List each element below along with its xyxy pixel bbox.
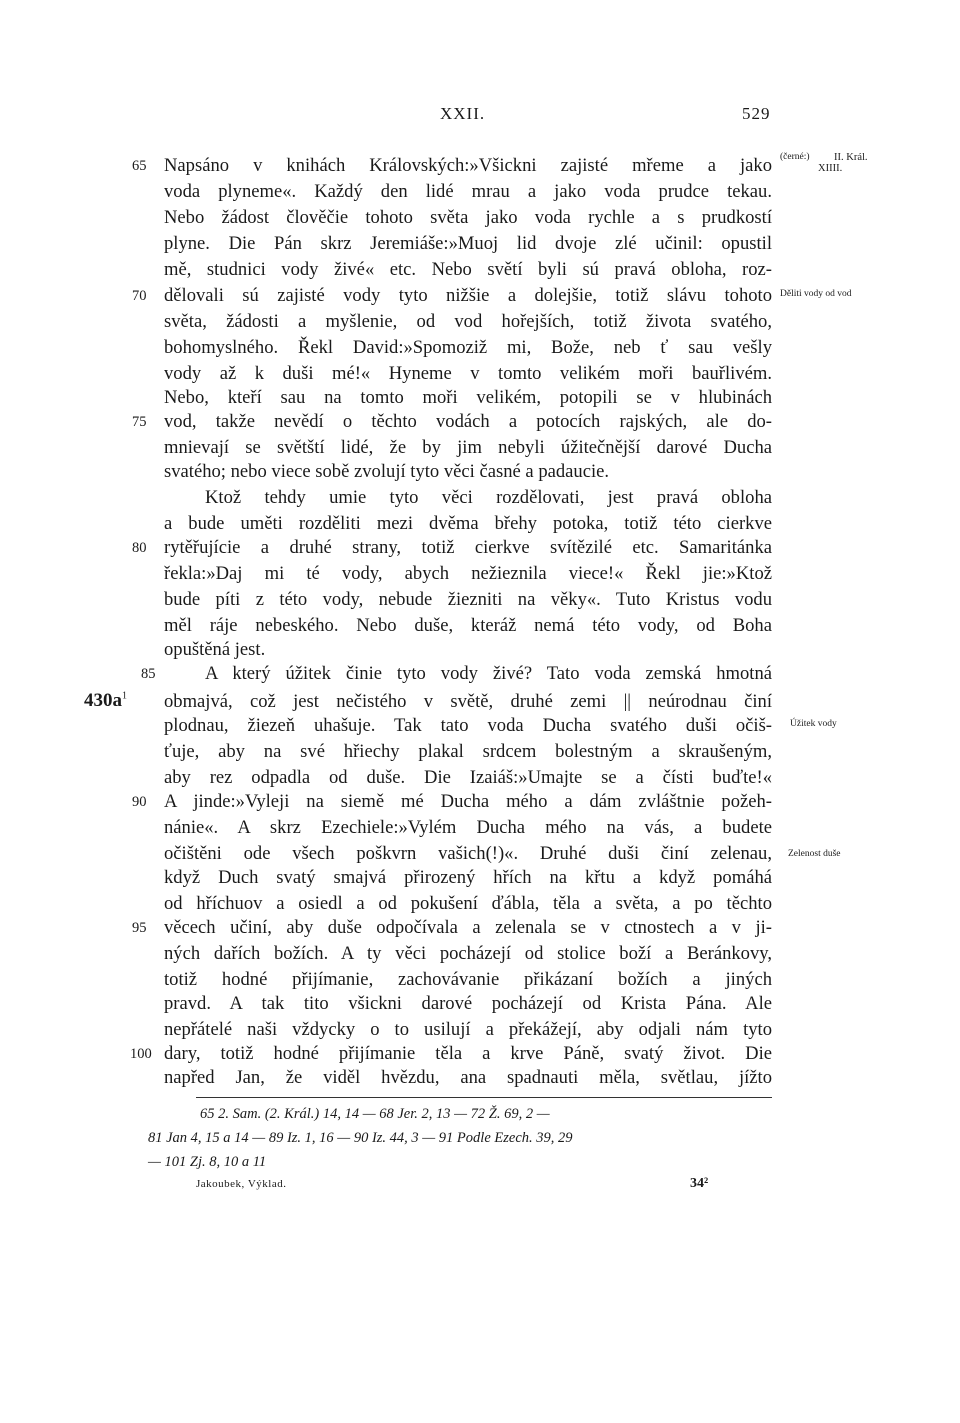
sheet-number: 34² [690,1176,709,1191]
text-line: voda plyneme«. Každý den lidé mrau a jako voda prudce tekau. [164,181,772,202]
text-line: a bude uměti rozděliti mezi dvěma břehy potoka, totiž této cierkve [164,513,772,534]
footnote-divider [196,1097,772,1098]
margin-note-source-a: (černé:) [780,152,810,162]
text-line: aby rez odpadla od duše. Die Izaiáš:»Umajte se a čísti buďte!« [164,767,772,788]
margin-note-source-c: XIIII. [818,163,843,174]
text-line: pravd. A tak tito všickni darové pocházejí od Krista Pána. Ale [164,993,772,1014]
folio-label: 430a [84,690,122,711]
text-line: plodnau, žiezeň uhašuje. Tak tato voda Ducha svatého duši očiš- [164,715,772,736]
text-line: od hříchuov a osiedl a od pokušení ďábla, těla a světa, a po těchto [164,893,772,914]
text-line: mnievají se světští lidé, že by jim nebyli úžitečnější darové Ducha [164,437,772,458]
text-line: A jinde:»Vyleji na siemě mé Ducha mého a dám zvláštnie požeh- [164,791,772,812]
text-line: řekla:»Daj mi té vody, abych nežieznila viece!« Řekl jie:»Ktož [164,563,772,584]
text-line: svatého; nebo viece sobě zvolují tyto věci časné a padaucie. [164,461,610,482]
text-line: když Duch svatý smajvá přirozený hřích na křtu a když pomáhá [164,867,772,888]
line-number-95: 95 [132,920,147,936]
text-line: vody až k duši mé!« Hyneme v tomto velikém moři bauřlivém. [164,363,772,384]
text-line-paragraph-start: A který úžitek činie tyto vody živé? Tato voda zemská hmotná [205,663,772,684]
line-number-100: 100 [130,1046,152,1062]
text-line: dělovali sú zajisté vody tyto nižšie a dolejšie, totiž slávu tohoto [164,285,772,306]
text-line: nánie«. A skrz Ezechiele:»Vylém Ducha mého na vás, a budete [164,817,772,838]
margin-note-divide-waters: Děliti vody od vod [780,289,852,299]
margin-note-source-b: II. Král. [834,152,868,163]
text-line: Nebo žádost člověčie tohoto světa jako voda rychle a s prudkostí [164,207,772,228]
signature-mark: Jakoubek, Výklad. [196,1178,287,1190]
text-line: obmajvá, což jest nečistého v světě, druhé zemi || neúrodnau činí [164,691,772,712]
text-line: Napsáno v knihách Královských:»Všickni zajisté mřeme a jako [164,155,772,176]
text-line: Nebo, kteří sau na tomto moři velikém, potopili se v hlubinách [164,387,772,408]
text-line: věcech učiní, aby duše odpočívala a zelenala se v ctnostech a v ji- [164,917,772,938]
text-line: totiž hodné přijímanie, zachovávanie přikázaní božích a jiných [164,969,772,990]
text-line: očištěni ode všech poškvrn vašich(!)«. Druhé duši činí zelenau, [164,843,772,864]
text-line: ných dařích božích. A ty věci pocházejí od stolice boží a Beránkovy, [164,943,772,964]
folio-mark [84,690,127,712]
text-line: mě, studnici vody živé« etc. Nebo světí byli sú pravá obloha, roz- [164,259,772,280]
text-line: plyne. Die Pán skrz Jeremiáše:»Muoj lid dvoje zlé učinil: opustil [164,233,772,254]
text-line: měl ráje nebeského. Nebo duše, kteráž nemá této vody, od Boha [164,615,772,636]
page-number: 529 [742,104,771,123]
text-line: světa, žádosti a myšlenie, od vod hořejších, totiž života svatého, [164,311,772,332]
text-line: dary, totiž hodné přijímanie těla a krve Páně, svatý život. Die [164,1043,772,1064]
text-line: bohomyslného. Řekl David:»Spomoziž mi, Bože, neb ť sau vešly [164,337,772,358]
chapter-heading: XXII. [440,104,486,123]
footnote-line: — 101 Zj. 8, 10 a 11 [148,1154,267,1170]
line-number-75: 75 [132,414,147,430]
text-line: bude píti z této vody, nebude žiezniti na věky«. Tuto Kristus vodu [164,589,772,610]
text-line: napřed Jan, že viděl hvězdu, ana spadnauti měla, světlau, jížto [164,1067,772,1088]
text-line: opuštěná jest. [164,639,266,660]
text-line: ťuje, aby na své hřiechy plakal srdcem bolestným a skraušeným, [164,741,772,762]
text-line: rytěřujície a druhé strany, totiž cierkve svítězilé etc. Samaritánka [164,537,772,558]
folio-sup: 1 [122,690,127,702]
line-number-80: 80 [132,540,147,556]
text-line: vod, takže nevědí o těchto vodách a potocích rajských, ale do- [164,411,772,432]
footnote-line: 81 Jan 4, 15 a 14 — 89 Iz. 1, 16 — 90 Iz. 44, 3 — 91 Podle Ezech. 39, 29 [148,1130,573,1146]
footnote-line: 65 2. Sam. (2. Král.) 14, 14 — 68 Jer. 2, 13 — 72 Ž. 69, 2 — [200,1106,550,1122]
text-line-paragraph-start: Ktož tehdy umie tyto věci rozdělovati, jest pravá obloha [205,487,772,508]
line-number-85: 85 [141,666,156,682]
text-line: nepřátelé naši vždycky o to usilují a překážejí, aby odjali nám tyto [164,1019,772,1040]
margin-note-use-of-water: Úžitek vody [790,719,837,729]
line-number-90: 90 [132,794,147,810]
margin-note-greenness-of-soul: Zelenost duše [788,849,841,859]
line-number-65: 65 [132,158,147,174]
line-number-70: 70 [132,288,147,304]
